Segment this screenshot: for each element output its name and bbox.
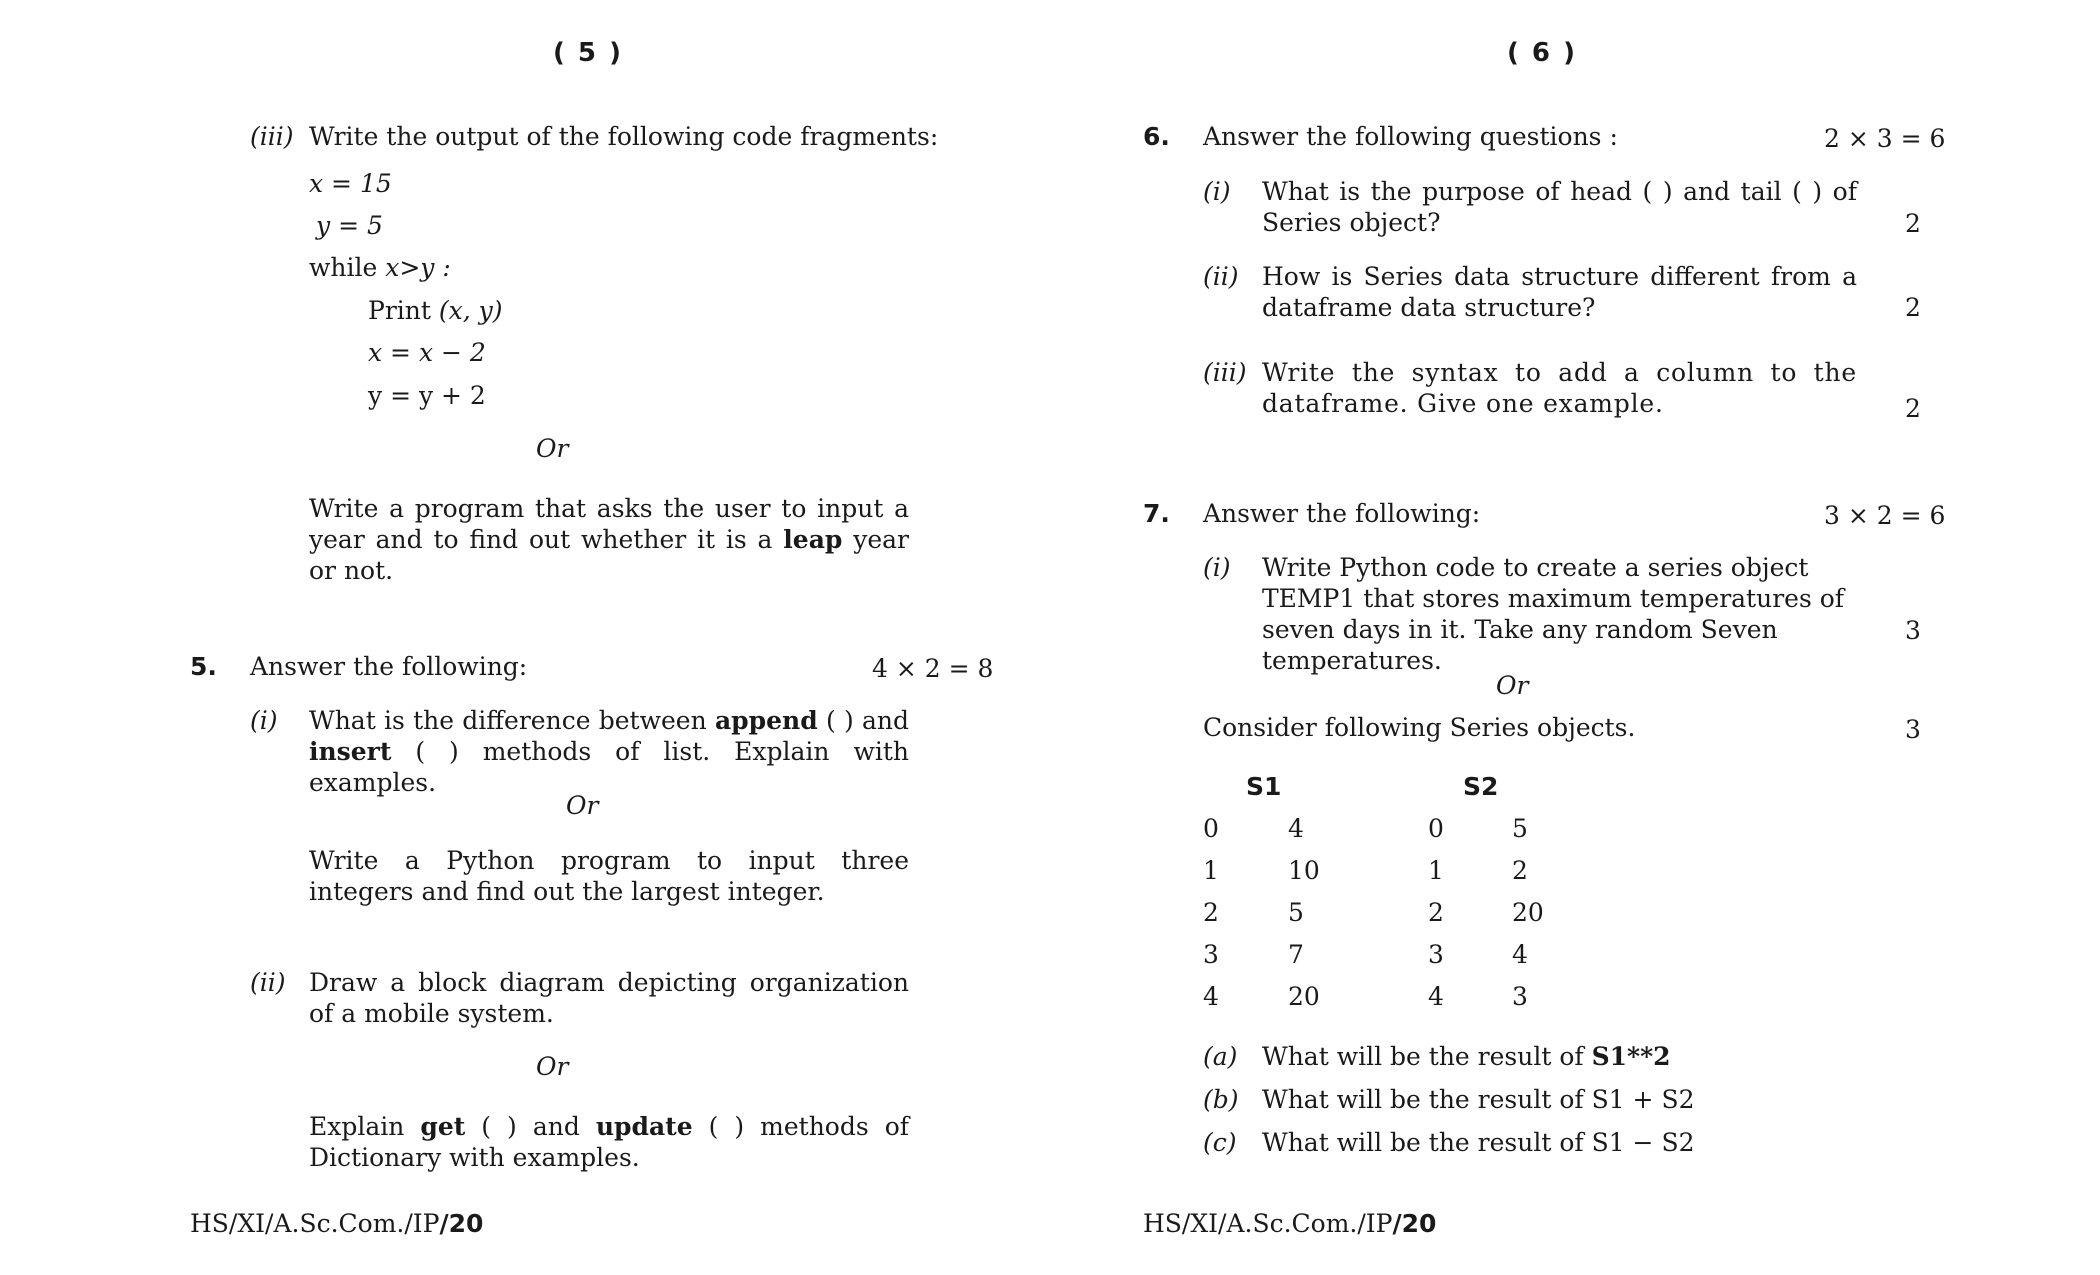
q4-iii-text: Write the output of the following code fragments: <box>309 122 939 151</box>
series-title: S1 <box>1246 772 1282 801</box>
code-line: Print (x, y) <box>368 296 503 325</box>
series-value: 5 <box>1512 814 1528 843</box>
page-number-left: ( 5 ) <box>553 38 623 68</box>
question-marks: 3 × 2 = 6 <box>1824 501 1946 530</box>
q7-i-text: Write Python code to create a series object TEMP1 that stores maximum temperatures of seven days in it. Take any random Seven temperatures. <box>1262 553 1845 675</box>
or-divider: Or <box>536 434 569 463</box>
question-number: 7. <box>1143 499 1170 528</box>
question-text: Answer the following: <box>1203 499 1481 528</box>
question-text: Answer the following questions : <box>1203 122 1618 151</box>
q6-ii-text: How is Series data structure different from a dataframe data structure? <box>1262 262 1857 322</box>
q4-iii-label: (iii) <box>250 122 294 151</box>
series-index: 4 <box>1203 982 1219 1011</box>
consider-text: Consider following Series objects. <box>1203 713 1636 742</box>
series-index: 0 <box>1428 814 1444 843</box>
series-value: 3 <box>1512 982 1528 1011</box>
code-line: x = 15 <box>309 169 392 198</box>
q5-ii-text: Draw a block diagram depicting organization of a mobile system. <box>309 968 909 1028</box>
sub-question-label: (iii) <box>1203 358 1247 387</box>
q7-b-text: What will be the result of S1 + S2 <box>1262 1085 1695 1114</box>
sub-question-label: (c) <box>1203 1128 1237 1157</box>
sub-question-label: (b) <box>1203 1085 1239 1114</box>
q5-i-alternative: Write a Python program to input three integers and find out the largest integer. <box>309 846 909 906</box>
series-title: S2 <box>1463 772 1499 801</box>
series-index: 4 <box>1428 982 1444 1011</box>
series-index: 3 <box>1428 940 1444 969</box>
footer-right: HS/XI/A.Sc.Com./IP/20 <box>1143 1209 1437 1238</box>
sub-question-label: (a) <box>1203 1042 1238 1071</box>
series-value: 2 <box>1512 856 1528 885</box>
q7-c-text: What will be the result of S1 − S2 <box>1262 1128 1695 1157</box>
q7-a-text: What will be the result of S1**2 <box>1262 1042 1671 1071</box>
q5-ii-alternative: Explain get ( ) and update ( ) methods of Dictionary with examples. <box>309 1112 910 1172</box>
q4-iii-alternative: Write a program that asks the user to input a year and to find out whether it is a leap year or not. <box>309 494 909 585</box>
q6-i-text: What is the purpose of head ( ) and tail ( ) of Series object? <box>1262 177 1857 237</box>
page-number-right: ( 6 ) <box>1507 38 1577 68</box>
series-value: 7 <box>1288 940 1304 969</box>
question-number: 5. <box>190 652 217 681</box>
sub-question-label: (i) <box>1203 177 1231 206</box>
sub-question-label: (i) <box>250 706 278 735</box>
code-line: y = y + 2 <box>368 381 486 410</box>
series-index: 3 <box>1203 940 1219 969</box>
question-text: Answer the following: <box>250 652 528 681</box>
sub-question-label: (ii) <box>250 968 286 997</box>
series-index: 0 <box>1203 814 1219 843</box>
series-index: 2 <box>1428 898 1444 927</box>
sub-question-label: (ii) <box>1203 262 1239 291</box>
q6-iii-text: Write the syntax to add a column to the dataframe. Give one example. <box>1262 358 1857 418</box>
series-value: 5 <box>1288 898 1304 927</box>
series-index: 1 <box>1203 856 1219 885</box>
sub-question-marks: 3 <box>1905 715 1921 744</box>
series-value: 10 <box>1288 856 1320 885</box>
or-divider: Or <box>566 791 599 820</box>
code-line: y = 5 <box>316 211 383 240</box>
footer-left: HS/XI/A.Sc.Com./IP/20 <box>190 1209 484 1238</box>
or-divider: Or <box>536 1052 569 1081</box>
question-marks: 2 × 3 = 6 <box>1824 124 1946 153</box>
question-number: 6. <box>1143 122 1170 151</box>
series-index: 2 <box>1203 898 1219 927</box>
series-value: 20 <box>1288 982 1320 1011</box>
sub-question-marks: 3 <box>1905 616 1921 645</box>
series-value: 4 <box>1288 814 1304 843</box>
sub-question-marks: 2 <box>1905 394 1921 423</box>
sub-question-marks: 2 <box>1905 293 1921 322</box>
sub-question-label: (i) <box>1203 553 1231 582</box>
q5-i-text: What is the difference between append ( ) and insert ( ) methods of list. Explain with examples. <box>309 706 910 797</box>
code-line: x = x − 2 <box>368 338 486 367</box>
code-line: while x>y : <box>309 253 451 282</box>
question-marks: 4 × 2 = 8 <box>872 654 994 683</box>
or-divider: Or <box>1496 671 1529 700</box>
series-value: 20 <box>1512 898 1544 927</box>
sub-question-marks: 2 <box>1905 209 1921 238</box>
series-value: 4 <box>1512 940 1528 969</box>
series-index: 1 <box>1428 856 1444 885</box>
